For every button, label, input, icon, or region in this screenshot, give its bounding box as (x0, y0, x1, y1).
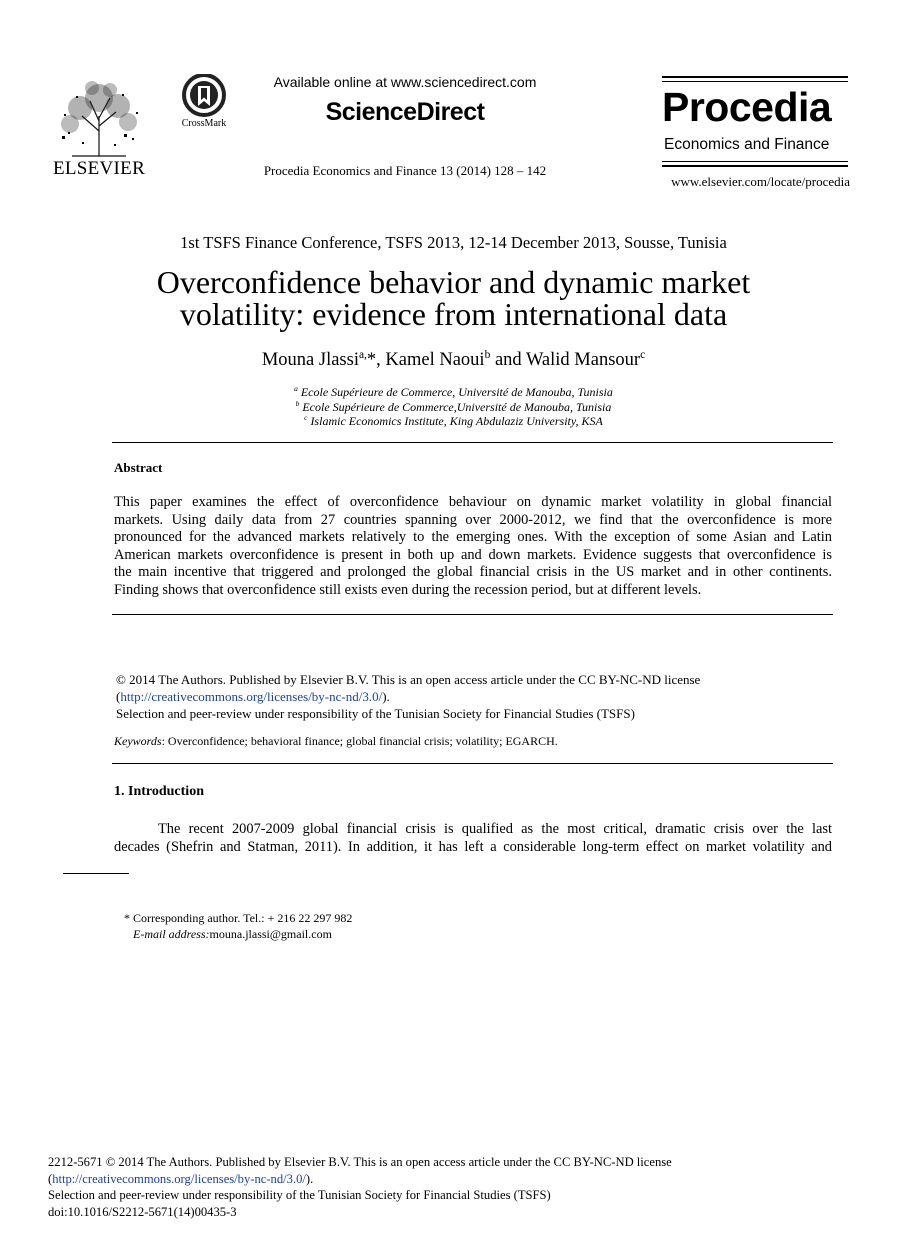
journal-citation: Procedia Economics and Finance 13 (2014) 128 – 142 (263, 163, 547, 178)
title-line-1: Overconfidence behavior and dynamic market (156, 264, 751, 300)
email-label: E-mail address: (133, 926, 210, 941)
page-footer (48, 1154, 848, 1220)
author-name: Kamel Naoui (385, 350, 485, 370)
keywords-bottom-rule (112, 763, 833, 764)
author-affil-mark: a, (358, 348, 367, 361)
crossmark-icon (176, 74, 232, 118)
abstract-line: Finding shows that overconfidence still exists even during the recession period, but at different levels. (114, 581, 702, 598)
procedia-title: Procedia (662, 84, 832, 130)
intro-line: decades (Shefrin and Statman, 2011). In addition, it has left a considerable long-term effect on market volatility and (114, 839, 832, 855)
license-link[interactable]: http://creativecommons.org/licenses/by-nc-nd/3.0/ (120, 689, 383, 704)
footer-review-line: Selection and peer-review under responsibility of the Tunisian Society for Financial Studies (TSFS) (48, 1188, 551, 1202)
corresponding-author: * Corresponding author. Tel.: + 216 22 297 982 (124, 911, 353, 925)
abstract-heading: Abstract (114, 460, 163, 475)
author-list (60, 350, 847, 371)
abstract-body (114, 494, 832, 600)
affiliations (60, 385, 847, 429)
intro-body (114, 820, 832, 856)
crossmark-label: CrossMark (181, 118, 227, 129)
publisher-name: ELSEVIER (52, 158, 146, 179)
procedia-url[interactable]: www.elsevier.com/locate/procedia (671, 174, 850, 189)
procedia-top-rule-2 (662, 81, 848, 82)
sciencedirect-wordmark[interactable]: ScienceDirect (325, 98, 485, 126)
abstract-line: American markets overconfidence is present in both up and down markets. Evidence suggests that overconfidence is (114, 546, 832, 563)
author-name: Walid Mansour (525, 350, 641, 370)
abstract-line: markets. Using daily data from 27 countries spanning over 2000-2012, we find that the overconfidence is more (114, 511, 832, 528)
abstract-line: This paper examines the effect of overconfidence behaviour on dynamic market volatility in global financial (114, 494, 832, 510)
affiliation-line: $^a$ Ecole Supérieure de Commerce, Université de Manouba, Tunisia (294, 384, 613, 399)
elsevier-logo (52, 76, 146, 179)
affiliation-line: $^c$ Islamic Economics Institute, King Abdulaziz University, KSA (304, 413, 603, 428)
license-link-line: (http://creativecommons.org/licenses/by-nc-nd/3.0/). (116, 689, 390, 704)
author-affil-mark: c (640, 348, 646, 361)
section-heading: 1. Introduction (114, 784, 204, 799)
title-line-2: volatility: evidence from international data (179, 296, 728, 332)
author-affil-mark: b (484, 348, 491, 361)
footer-license-link[interactable]: http://creativecommons.org/licenses/by-nc-nd/3.0/ (52, 1171, 306, 1186)
author-name: Mouna Jlassi (261, 350, 359, 370)
abstract-line: pronounced for the advanced markets relatively to the emerging ones. With the exception of some Asian and Latin (114, 529, 832, 546)
intro-line: The recent 2007-2009 global financial crisis is qualified as the most critical, dramatic crisis over the last (158, 821, 832, 837)
abstract-line: the main incentive that triggered and prolonged the global financial crisis in the US market and in other continents. (114, 564, 832, 581)
author-separator: and (490, 350, 526, 370)
footnote-block (124, 911, 724, 942)
footnote-separator (63, 873, 129, 874)
email-line (124, 927, 724, 943)
affiliation-line: $^b$ Ecole Supérieure de Commerce,Université de Manouba, Tunisia (295, 398, 612, 414)
available-online[interactable]: Available online at www.sciencedirect.com (273, 74, 537, 90)
license-block (116, 671, 832, 722)
footer-doi[interactable]: doi:10.1016/S2212-5671(14)00435-3 (48, 1204, 237, 1219)
license-review-line: Selection and peer-review under responsibility of the Tunisian Society for Financial Studies (TSFS) (116, 706, 635, 721)
procedia-subtitle: Economics and Finance (664, 136, 830, 153)
procedia-mid-rule-1 (662, 161, 848, 162)
footer-license-line: 2212-5671 © 2014 The Authors. Published by Elsevier B.V. This is an open access article under the CC BY-NC-ND license (48, 1155, 672, 1169)
article-title (60, 266, 847, 330)
keywords-text: : Overconfidence; behavioral finance; global financial crisis; volatility; EGARCH. (161, 734, 558, 748)
procedia-mid-rule-2 (662, 165, 848, 167)
footer-link-line: (http://creativecommons.org/licenses/by-nc-nd/3.0/). (48, 1171, 314, 1186)
author-extra: * (366, 350, 377, 370)
procedia-top-rule-1 (662, 76, 848, 78)
crossmark-badge[interactable] (176, 74, 232, 134)
abstract-bottom-rule (112, 614, 833, 615)
author-separator: , (376, 350, 386, 370)
keywords-line (114, 734, 832, 749)
conference-line: 1st TSFS Finance Conference, TSFS 2013, 12-14 December 2013, Sousse, Tunisia (180, 233, 727, 252)
elsevier-tree-logo (52, 76, 146, 158)
license-line: © 2014 The Authors. Published by Elsevier B.V. This is an open access article under the CC BY-NC-ND license (116, 672, 701, 687)
email-link[interactable]: mouna.jlassi@gmail.com (209, 926, 332, 941)
keywords-label: Keywords (114, 734, 162, 748)
abstract-top-rule (112, 442, 833, 443)
